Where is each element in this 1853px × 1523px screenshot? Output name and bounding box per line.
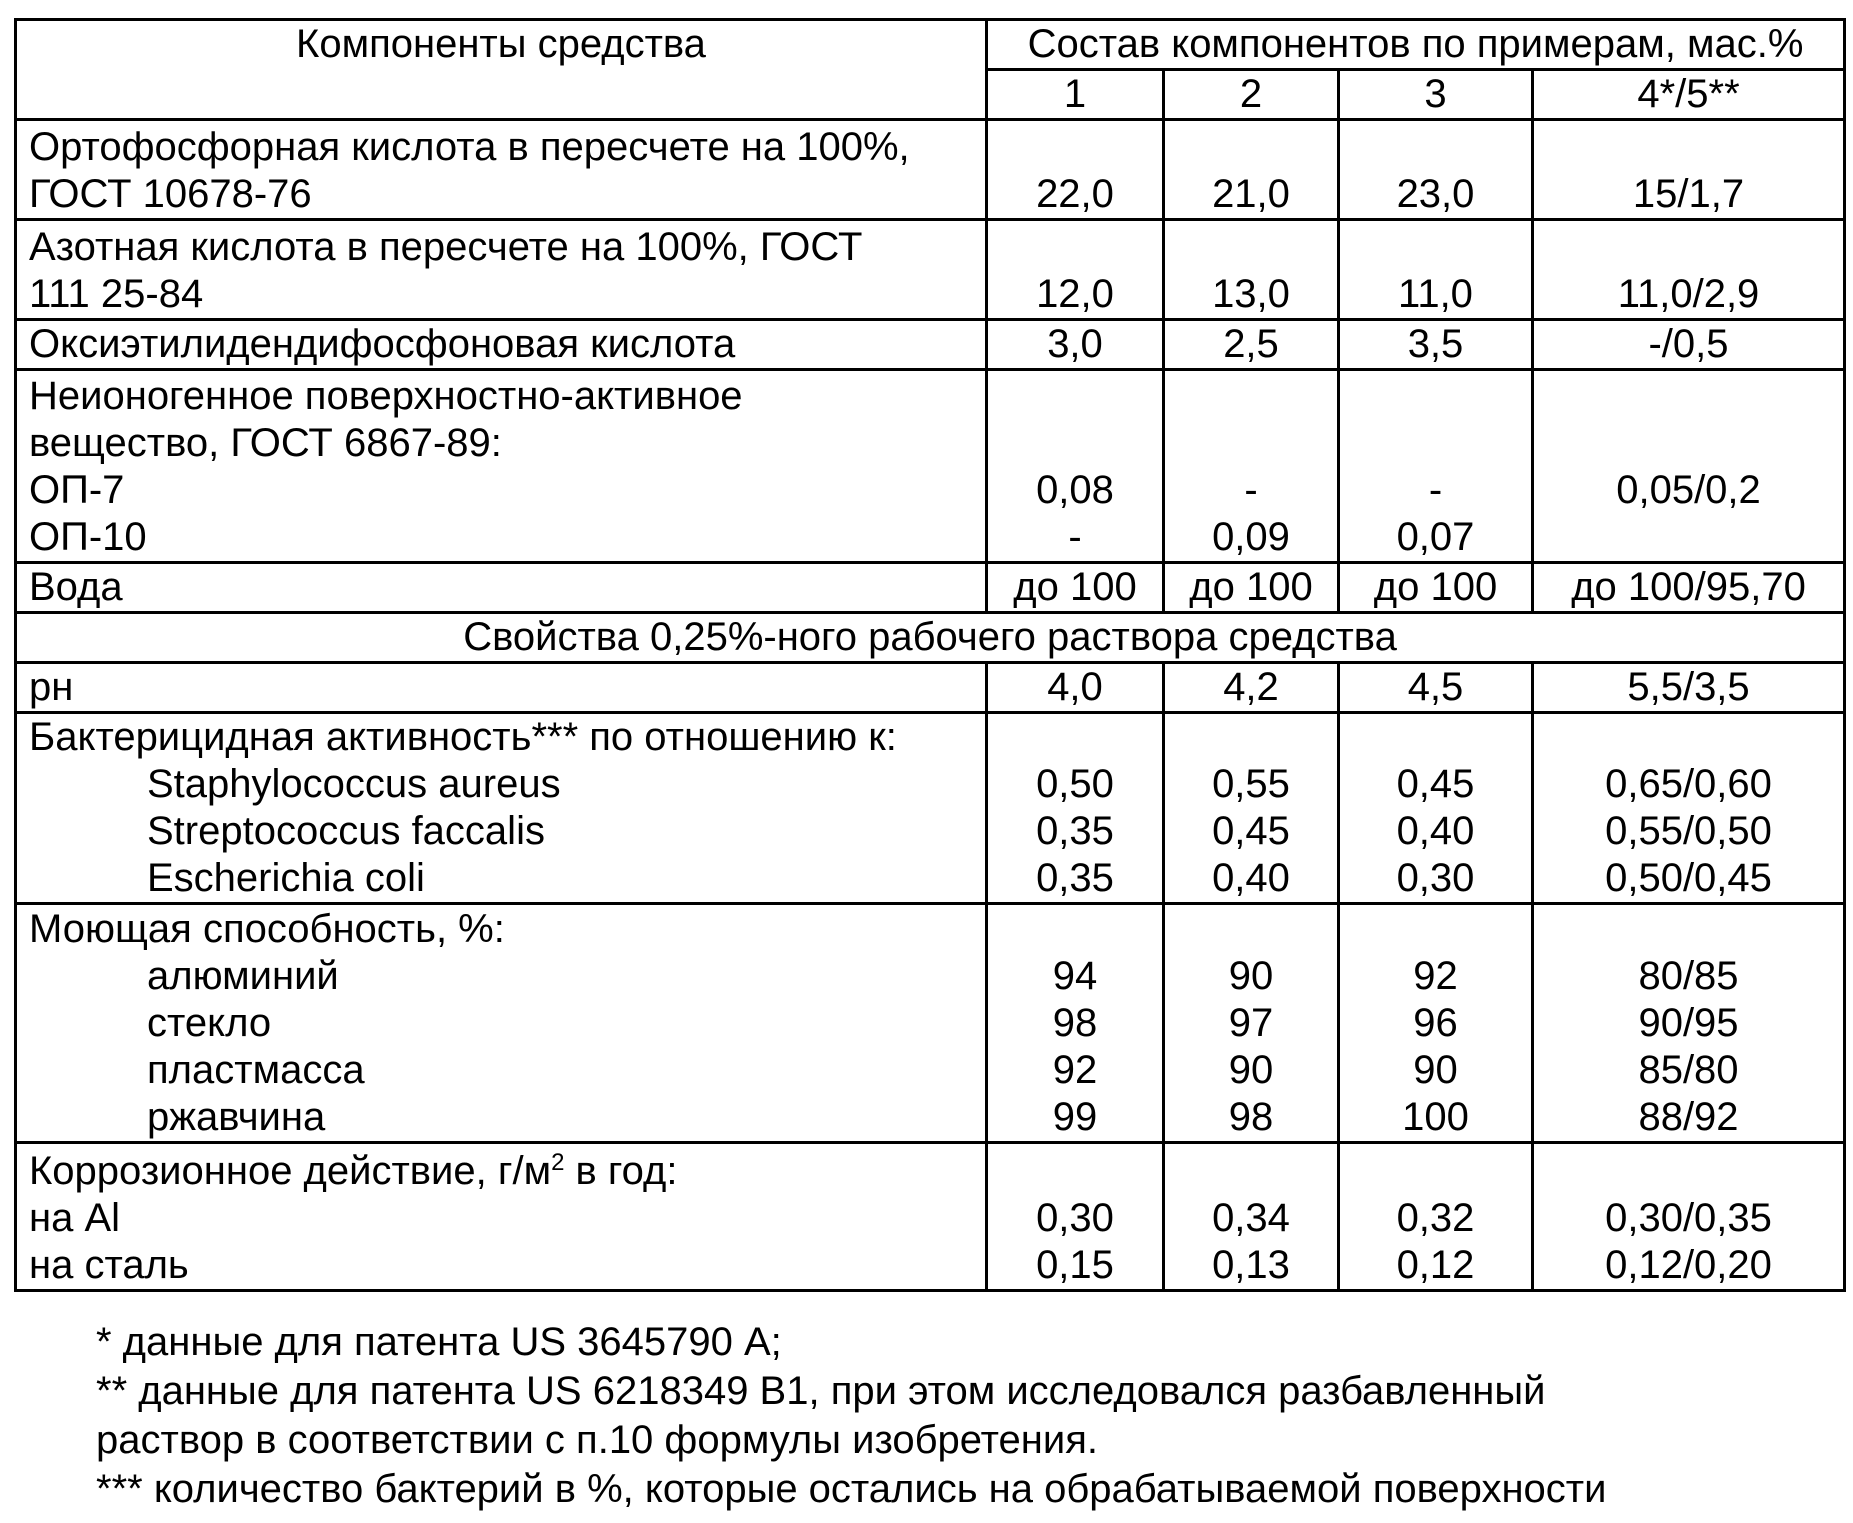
cell: 0,34 0,13 [1164,1143,1339,1291]
example-4-5-header: 4*/5** [1533,70,1845,120]
cell: 15/1,7 [1533,120,1845,220]
table-row [16,370,1845,563]
composition-table [14,18,1846,1292]
footnote: * данные для патента US 3645790 А; [96,1320,782,1364]
cell: 0,05/0,2 [1533,370,1845,563]
cell: до 100 [1164,563,1339,613]
cell: 90 97 90 98 [1164,904,1339,1143]
row-label: Ортофосфорная кислота в пересчете на 100%, ГОСТ 10678-76 [16,120,987,220]
row-label: Азотная кислота в пересчете на 100%, ГОСТ 111 25-84 [16,220,987,320]
cell: 3,5 [1339,320,1533,370]
cell: до 100 [987,563,1164,613]
row-label: рн [16,663,987,713]
table-row [16,1143,1845,1291]
header-row [16,20,1845,70]
cell: до 100/95,70 [1533,563,1845,613]
cell: 12,0 [987,220,1164,320]
cell: до 100 [1339,563,1533,613]
cell: 0,50 0,35 0,35 [987,713,1164,904]
cell: 4,0 [987,663,1164,713]
cell: 0,30 0,15 [987,1143,1164,1291]
cell: 22,0 [987,120,1164,220]
cell: 0,32 0,12 [1339,1143,1533,1291]
cell: 3,0 [987,320,1164,370]
footnote: *** количество бактерий в %, которые остались на обрабатываемой поверхности [96,1467,1607,1511]
cell: 5,5/3,5 [1533,663,1845,713]
cell: - 0,07 [1339,370,1533,563]
row-label: Неионогенное поверхностно-активное вещество, ГОСТ 6867-89: ОП-7 ОП-10 [16,370,987,563]
cell: 11,0 [1339,220,1533,320]
cell: 80/85 90/95 85/80 88/92 [1533,904,1845,1143]
cell: 23,0 [1339,120,1533,220]
cell: 0,30/0,35 0,12/0,20 [1533,1143,1845,1291]
footnotes [96,1318,1606,1514]
cell: 92 96 90 100 [1339,904,1533,1143]
cell: 94 98 92 99 [987,904,1164,1143]
table-row [16,713,1845,904]
table-row [16,904,1845,1143]
cell: - 0,09 [1164,370,1339,563]
cell: 21,0 [1164,120,1339,220]
cell: 0,55 0,45 0,40 [1164,713,1339,904]
cell: 4,5 [1339,663,1533,713]
cell: 0,65/0,60 0,55/0,50 0,50/0,45 [1533,713,1845,904]
cell: 13,0 [1164,220,1339,320]
cell: 2,5 [1164,320,1339,370]
footnote: ** данные для патента US 6218349 В1, при этом исследовался разбавленный [96,1369,1546,1413]
section-header-row [16,613,1845,663]
composition-header: Состав компонентов по примерам, мас.% [987,20,1845,70]
row-label: Моющая способность, %: алюминий стекло пластмасса ржавчина [16,904,987,1143]
cell: 0,08 - [987,370,1164,563]
properties-title: Свойства 0,25%-ного рабочего раствора средства [16,613,1845,663]
table-row [16,220,1845,320]
table-row [16,320,1845,370]
cell: 4,2 [1164,663,1339,713]
cell: 0,45 0,40 0,30 [1339,713,1533,904]
table-row [16,120,1845,220]
table-row [16,563,1845,613]
example-1-header: 1 [987,70,1164,120]
footnote: раствор в соответствии с п.10 формулы изобретения. [96,1418,1098,1462]
table-row [16,663,1845,713]
example-2-header: 2 [1164,70,1339,120]
cell: 11,0/2,9 [1533,220,1845,320]
example-3-header: 3 [1339,70,1533,120]
cell: -/0,5 [1533,320,1845,370]
row-label: Вода [16,563,987,613]
row-label: Бактерицидная активность*** по отношению к: Staphylococcus aureus Streptococcus faccalis Escherichia coli [16,713,987,904]
components-header: Компоненты средства [16,20,987,120]
row-label: Оксиэтилидендифосфоновая кислота [16,320,987,370]
row-label: Коррозионное действие, $г/м^2$ в год: на Al на сталь [16,1143,987,1291]
